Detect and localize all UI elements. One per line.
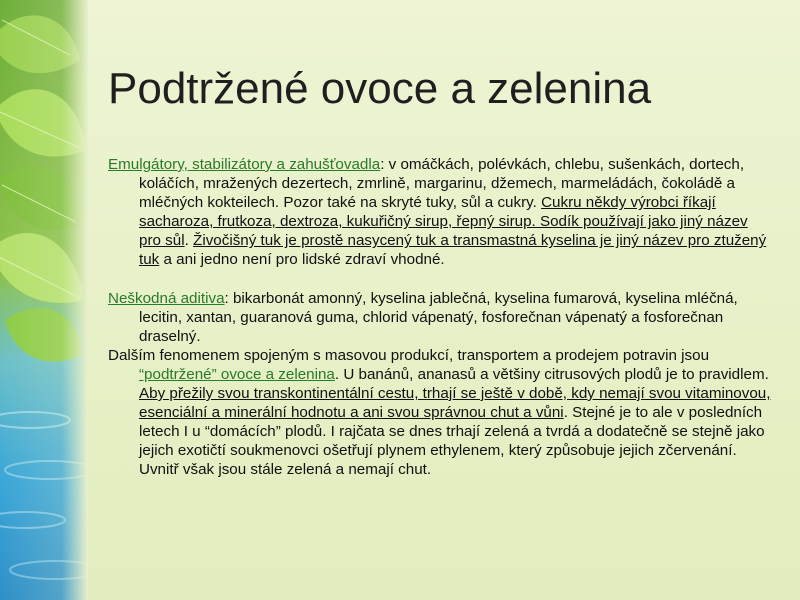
slide-title: Podtržené ovoce a zelenina: [108, 64, 652, 113]
underlined-text: Cukru někdy výrobci říkají sacharoza, frutkoza, dextroza, kukuřičný sirup, řepný sirup. Sodík používají jako jiný název pro sůl: [139, 194, 748, 250]
text: : v omáčkách, polévkách, chlebu, sušenkách, dortech, koláčích, mražených dezertech, zmrlině, margarinu, džemech, marmeládách, čokoládě a mléčných kokteilech. Pozor také na skryté tuky, sůl a cukry.: [139, 156, 745, 212]
text: a ani jedno není pro lidské zdraví vhodné.: [159, 251, 445, 269]
underlined-text: Aby přežily svou transkontinentální cestu, trhají se ještě v době, kdy nemají svou vitaminovou, esenciální a minerální hodnotu a ani svou správnou chut a vůni: [139, 385, 771, 422]
link-harmless-additives[interactable]: Neškodná aditiva: [108, 289, 225, 307]
slide-body: [108, 155, 773, 480]
spacer: [108, 270, 773, 289]
paragraph-harmless-additives: [108, 289, 773, 346]
text: Dalším fenomenem spojeným s masovou produkcí, transportem a prodejem potravin jsou: [108, 346, 710, 364]
link-underripe-fruit[interactable]: “podtržené” ovoce a zelenina: [139, 365, 335, 383]
text: .: [184, 232, 194, 250]
text: . U banánů, ananasů a většiny citrusových plodů je to pravidlem.: [334, 365, 769, 383]
underlined-text: Živočišný tuk je prostě nasycený tuk a transmastná kyselina je jiný název pro ztužený tuk: [139, 232, 767, 269]
leaves-water-decoration: [0, 0, 88, 600]
text: . Stejné je to ale v posledních letech I u “domácích” plodů. I rajčata se dnes trhají zelená a tvrdá a dodatečně se stejně jako jejich exotičtí soukmenovci ošetřují plynem ethylenem, který způsobuje jejich zčervenání. Uvnitř však jsou stále zelená a nemají chut.: [139, 404, 765, 479]
text: : bikarbonát amonný, kyselina jablečná, kyselina fumarová, kyselina mléčná, lecitin, xantan, guaranová guma, chlorid vápenatý, fosforečnan vápenatý a fosforečnan draselný.: [139, 289, 738, 345]
paragraph-emulgators: [108, 155, 773, 270]
paragraph-underripe: [108, 346, 773, 480]
link-emulgators[interactable]: Emulgátory, stabilizátory a zahušťovadla: [108, 156, 381, 173]
